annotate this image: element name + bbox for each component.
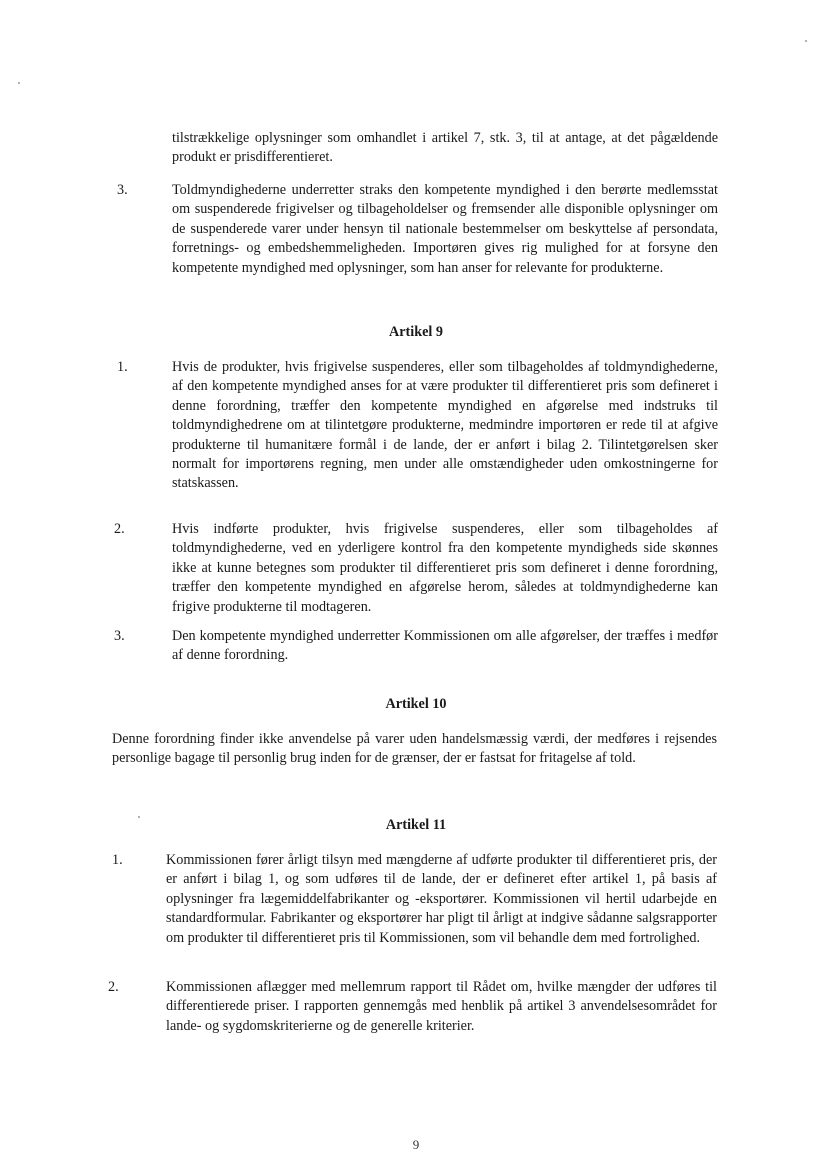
art9-item-3-number: 3.	[114, 628, 125, 644]
art11-item-2-text: Kommissionen aflægger med mellemrum rapport til Rådet om, hvilke mængder der udføres til differentierede priser. I rapporten gennemgås med henblik på artikel 3 anvendelsesområdet for lande- og sygdomskriterierne og de generelle kriterier.	[166, 979, 717, 1034]
art11-item-2-number: 2.	[108, 979, 119, 995]
art9-item-3-text: Den kompetente myndighed underretter Kommissionen om alle afgørelser, der træffes i medfør af denne forordning.	[172, 628, 718, 664]
art9-heading: Artikel 9	[389, 324, 443, 340]
art8-item-3-text: Toldmyndighederne underretter straks den kompetente myndighed i den berørte medlemsstat om suspenderede frigivelser og tilbageholdelser og fremsender alle disponible oplysninger om de suspenderede varer under hensyn til nationale bestemmelser om beskyttelse af persondata, forretnings- og embedshemmeligheden. Importøren gives rig mulighed for at forsyne den kompetente myndighed med oplysninger, som han anser for relevante for produkterne.	[172, 182, 718, 276]
art10-heading: Artikel 10	[385, 696, 447, 712]
page-number: 9	[412, 1137, 420, 1152]
scan-speck	[18, 82, 20, 84]
art9-item-2-text: Hvis indførte produkter, hvis frigivelse suspenderes, eller som tilbageholdes af toldmyndighederne, ved en yderligere kontrol fra den kompetente myndigheds side skønnes ikke at kunne betegnes som produkter til differentieret pris som defineret i denne forordning, træffer den kompetente myndighed en afgørelse herom, således at toldmyndighederne kan frigive produkterne til modtageren.	[172, 521, 718, 615]
art11-item-1-text: Kommissionen fører årligt tilsyn med mængderne af udførte produkter til differentieret pris, der er anført i bilag 1, og som udføres til de lande, der er defineret efter artikel 1, på basis af oplysninger fra lægemiddelfabrikanter og -eksportører. Kommissionen vil hertil udarbejde en standardformular. Fabrikanter og eksportører har pligt til årligt at indgive sådanne salgsrapporter om produkter til differentieret pris til Kommissionen, som vil behandle dem med fortrolighed.	[166, 852, 717, 946]
continuation-paragraph: tilstrækkelige oplysninger som omhandlet i artikel 7, stk. 3, til at antage, at det pågældende produkt er prisdifferentieret.	[172, 130, 718, 166]
art11-item-1-number: 1.	[112, 852, 123, 868]
art9-item-2-number: 2.	[114, 521, 125, 537]
art9-item-1-number: 1.	[117, 359, 128, 375]
art9-item-1-text: Hvis de produkter, hvis frigivelse suspenderes, eller som tilbageholdes af toldmyndighederne, af den kompetente myndighed anses for at være produkter til differentieret pris som defineret i denne forordning, træffer den kompetente myndighed en afgørelse med indstruks til toldmyndighedrene om at tilintetgøre produkterne, medmindre importøren er rede til at afgive produkterne til humanitære formål i de lande, der er anført i bilag 2. Tilintetgørelsen sker normalt for importørens regning, men under alle omstændigheder uden omkostningerne for statskassen.	[172, 359, 718, 492]
art8-item-3-number: 3.	[117, 182, 128, 198]
art10-text: Denne forordning finder ikke anvendelse på varer uden handelsmæssig værdi, der medføres i rejsendes personlige bagage til personlig brug inden for de grænser, der er fastsat for fritagelse af told.	[112, 731, 717, 767]
scan-speck	[805, 40, 807, 42]
art11-heading: Artikel 11	[385, 817, 447, 833]
